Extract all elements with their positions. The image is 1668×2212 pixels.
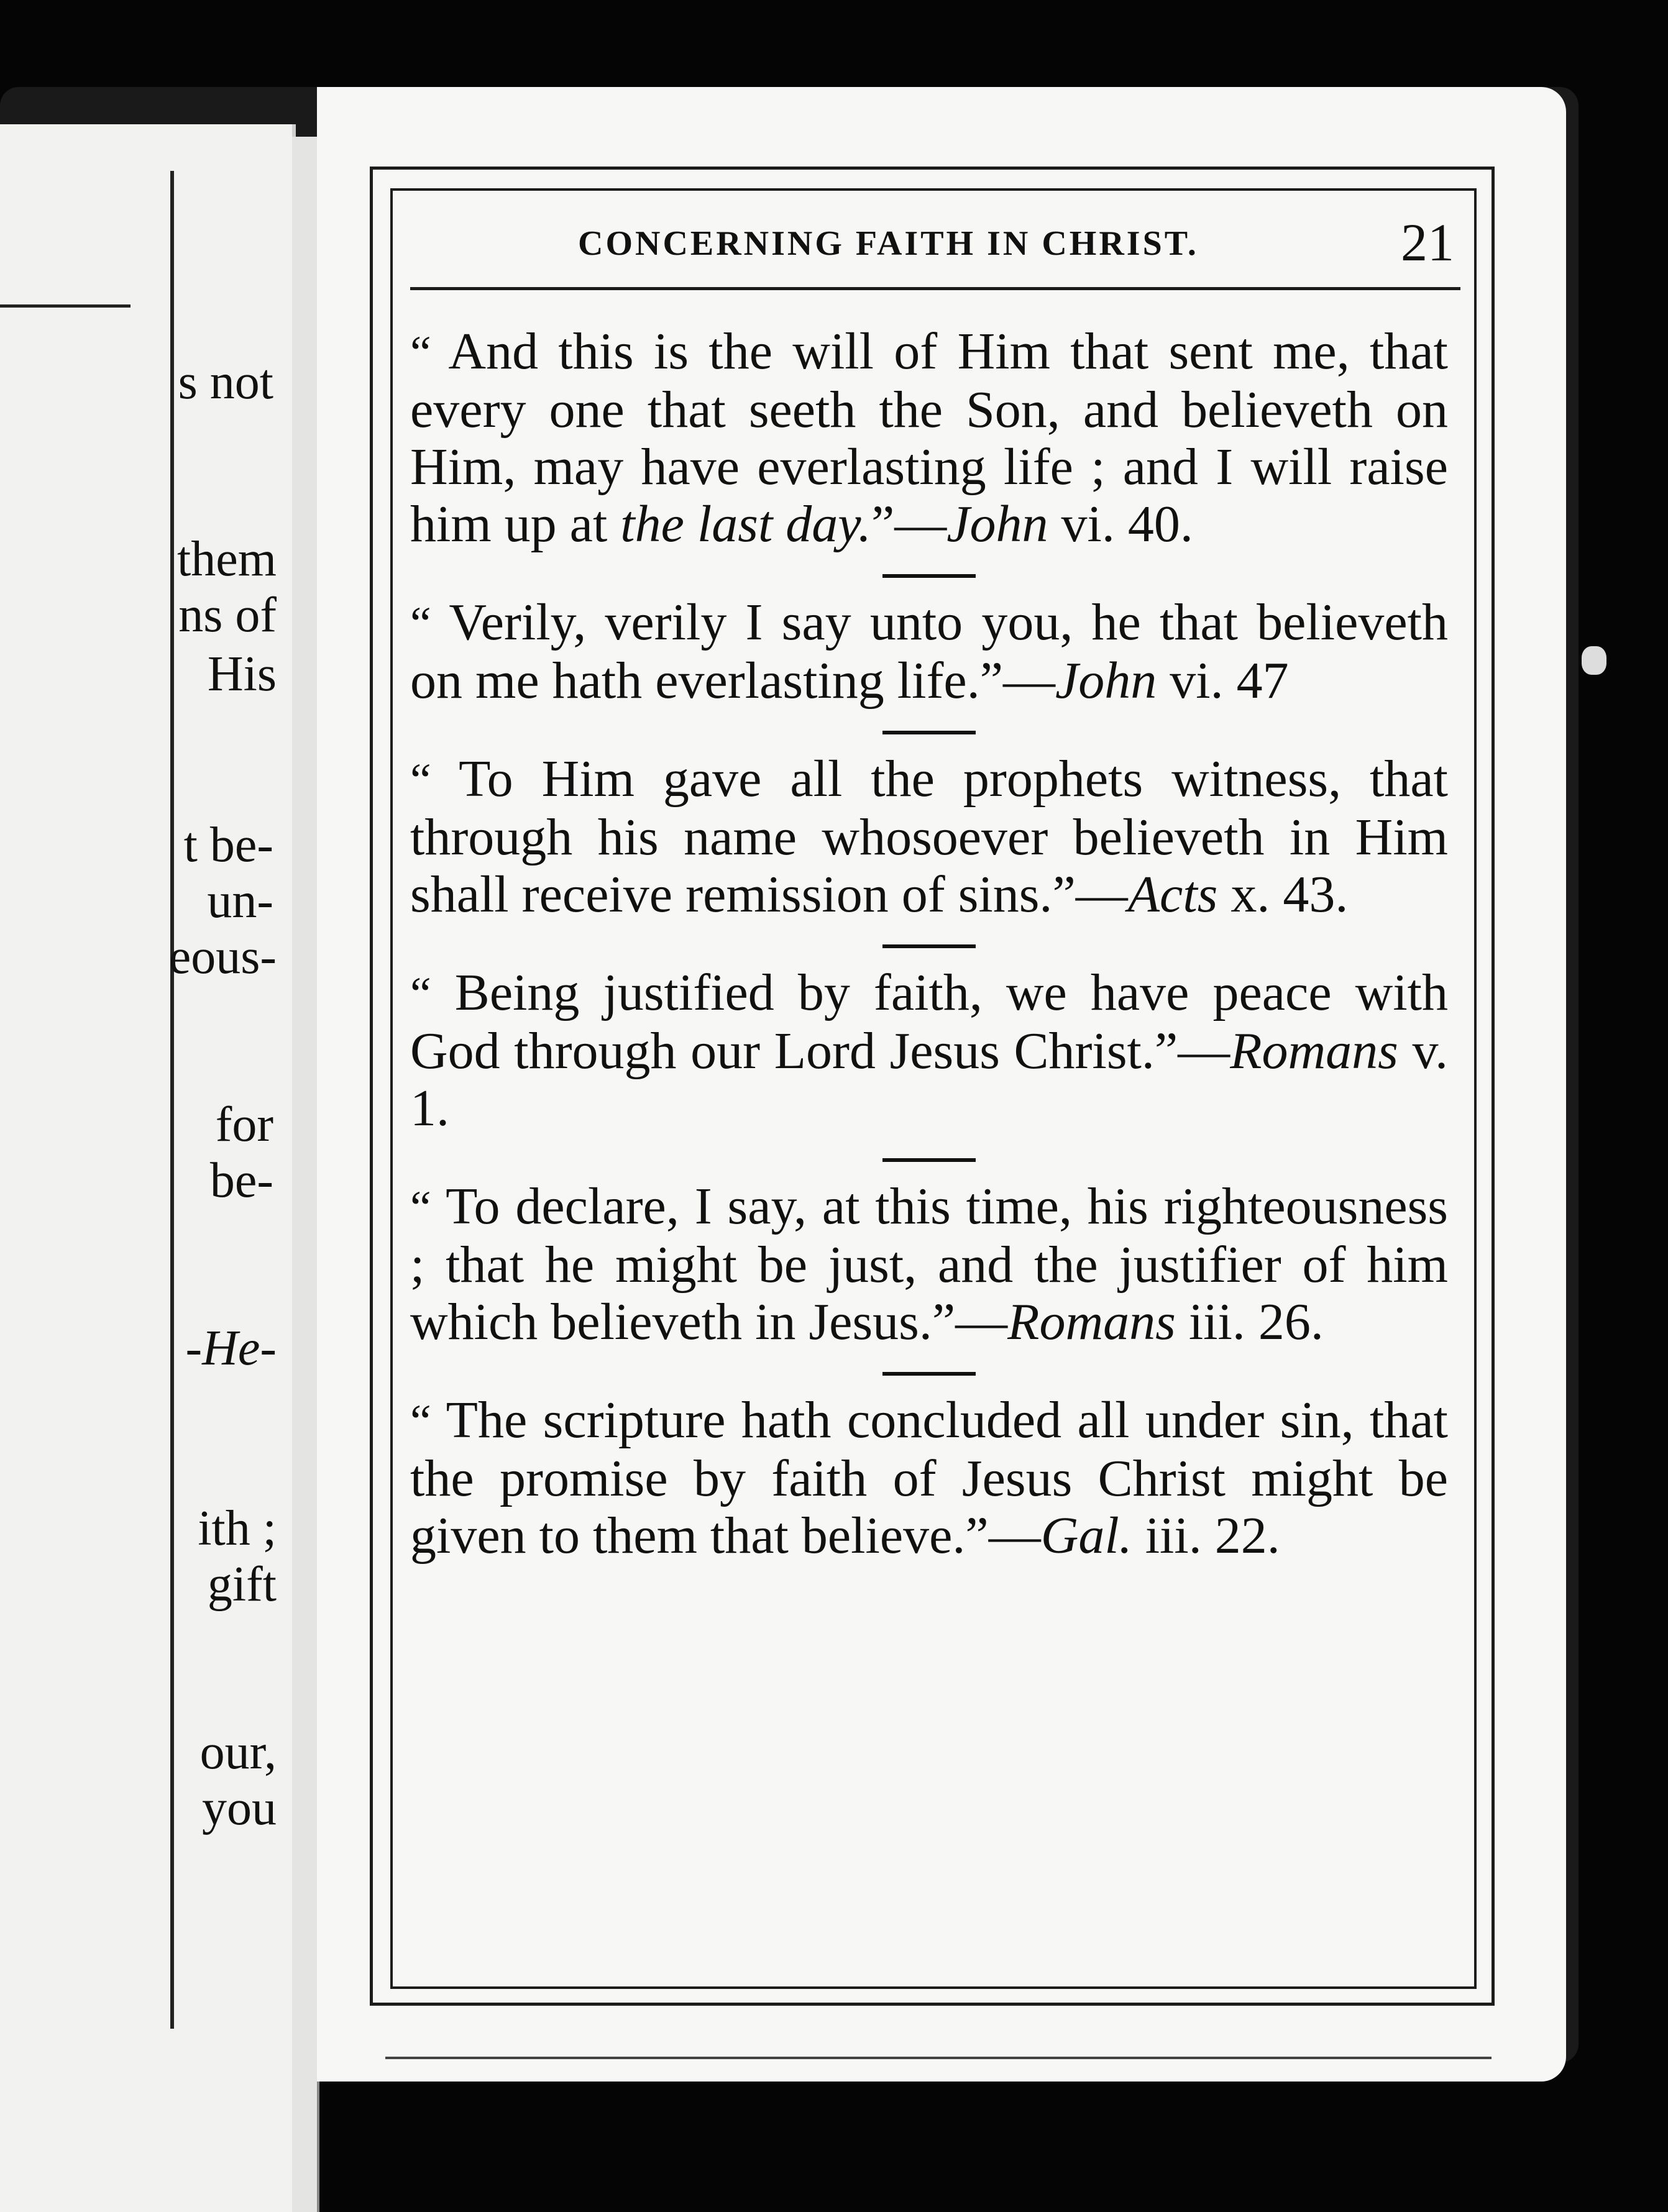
scripture-chapter-verse: v. 1. xyxy=(410,1022,1448,1137)
scripture-chapter-verse: iii. 26. xyxy=(1175,1293,1324,1351)
scripture-book: Gal. xyxy=(1040,1507,1132,1565)
previous-page-fragment: un- xyxy=(207,874,273,928)
close-quote-dash: ”— xyxy=(1154,1022,1230,1080)
verse-text: The scripture hath concluded all under sin, that the promise by faith of Jesus Christ might be given to them that believe. xyxy=(410,1391,1448,1565)
scripture-book: Acts xyxy=(1127,866,1218,923)
verse-text: To Him gave all the prophets witness, that through his name whosoever believeth in Him shall receive remission of sins. xyxy=(410,750,1448,923)
previous-page-fragment: ith ; xyxy=(198,1501,277,1556)
close-quote-dash: ”— xyxy=(979,652,1055,710)
verse-separator xyxy=(882,1158,976,1162)
verse-separator xyxy=(882,1372,976,1376)
page-blemish xyxy=(1582,646,1606,675)
verse-paragraph xyxy=(410,323,1448,553)
previous-page-fragment: gift xyxy=(207,1557,277,1612)
running-head: CONCERNING FAITH IN CHRIST. xyxy=(578,224,1199,263)
previous-page-fragment: them xyxy=(177,532,277,587)
page-number: 21 xyxy=(1401,213,1454,272)
open-quote: “ xyxy=(410,968,431,1020)
scripture-chapter-verse: vi. 47 xyxy=(1157,652,1289,710)
header-rule xyxy=(410,287,1460,290)
verse-paragraph xyxy=(410,1392,1448,1565)
scripture-book: John xyxy=(946,495,1048,553)
open-quote: “ xyxy=(410,598,431,650)
verse-paragraph xyxy=(410,751,1448,923)
verse-text-italic: the last day. xyxy=(620,495,871,553)
verse-list xyxy=(410,323,1448,1565)
previous-page-fragment: His xyxy=(207,647,277,702)
verse-text: To declare, I say, at this time, his righteousness ; that he might be just, and the justifier of him which believeth in Jesus. xyxy=(410,1177,1448,1351)
previous-page-fragment: -He- xyxy=(185,1321,277,1376)
page-fold xyxy=(292,137,319,2212)
page-header xyxy=(410,199,1460,273)
verse-separator xyxy=(882,944,976,948)
close-quote-dash: ”— xyxy=(965,1507,1041,1565)
verse-paragraph xyxy=(410,594,1448,710)
scripture-chapter-verse: x. 43. xyxy=(1217,866,1349,923)
verse-paragraph xyxy=(410,964,1448,1137)
close-quote-dash: ”— xyxy=(871,495,947,553)
verse-text: Verily, verily I say unto you, he that believeth on me hath everlasting life. xyxy=(410,593,1448,710)
scripture-chapter-verse: iii. 22. xyxy=(1132,1507,1280,1565)
scripture-book: John xyxy=(1055,652,1157,710)
previous-page-fragment: ns of xyxy=(178,588,277,642)
verse-paragraph xyxy=(410,1178,1448,1351)
book-page xyxy=(317,87,1566,2082)
close-quote-dash: ”— xyxy=(1052,866,1128,923)
open-quote: “ xyxy=(410,327,431,379)
scripture-book: Romans xyxy=(1230,1022,1398,1080)
verse-text: Being justified by faith, we have peace with God through our Lord Jesus Christ. xyxy=(410,964,1448,1080)
close-quote-dash: ”— xyxy=(932,1293,1008,1351)
previous-page-fragment: eous- xyxy=(168,930,277,984)
open-quote: “ xyxy=(410,1396,431,1448)
previous-page-edge xyxy=(0,124,296,2212)
previous-page-rule xyxy=(0,304,131,308)
previous-page-frame xyxy=(158,171,174,2029)
open-quote: “ xyxy=(410,754,431,807)
previous-page-fragment: our, xyxy=(199,1725,277,1780)
previous-page-fragment: be- xyxy=(209,1153,273,1208)
open-quote: “ xyxy=(410,1182,431,1234)
scripture-book: Romans xyxy=(1007,1293,1176,1351)
page-bottom-rule xyxy=(385,2057,1492,2059)
verse-separator xyxy=(882,731,976,734)
verse-separator xyxy=(882,574,976,578)
previous-page-fragment: for xyxy=(215,1097,273,1152)
previous-page-fragment: s not xyxy=(178,355,273,409)
previous-page-fragment: t be- xyxy=(183,818,273,872)
scripture-chapter-verse: vi. 40. xyxy=(1048,495,1193,553)
verse-text: And this is the will of Him that sent me, that every one that seeth the Son, and believeth on Him, may have everlasting life ; and I will raise him up at xyxy=(410,322,1448,553)
previous-page-fragment: you xyxy=(202,1781,277,1835)
